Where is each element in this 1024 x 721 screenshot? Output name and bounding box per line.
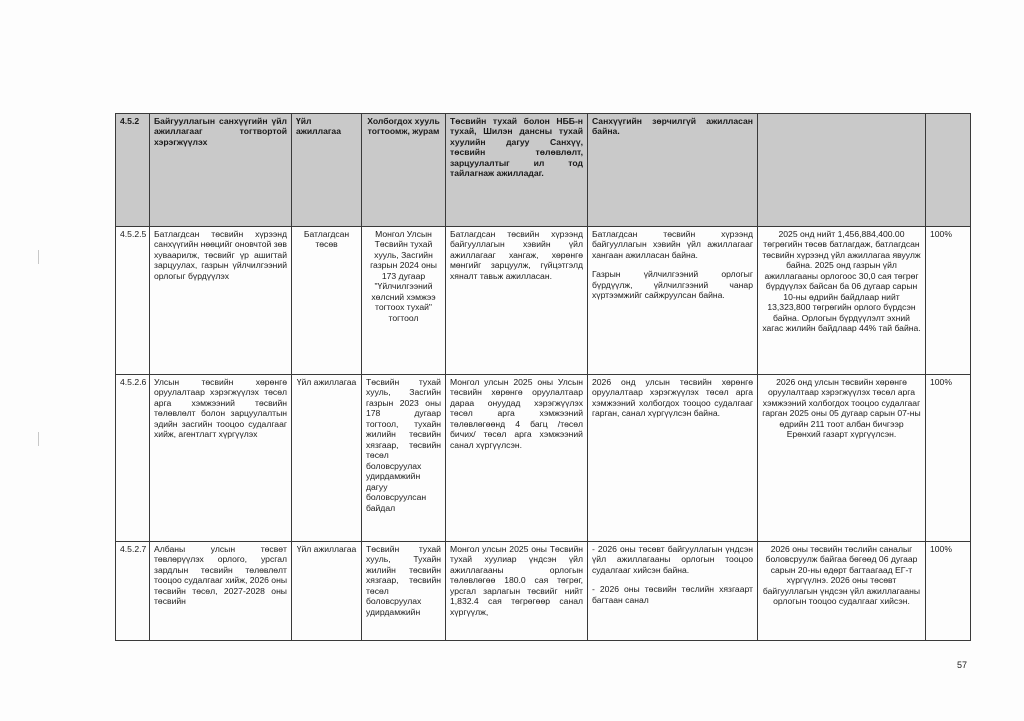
plan-table xyxy=(115,113,971,641)
cell-result: Санхүүгийн зөрчилгүй ажилласан байна. xyxy=(588,114,758,227)
cell-number: 4.5.2.7 xyxy=(116,542,150,641)
cell-activity: Улсын төсвийн хөрөнгө оруулалтаар хэрэгжүүлэх төсөл арга хэмжээний төсвийн төлөвлөлт болон зарцуулалтын эдийн засгийн тооцоо судалгааг хийж, агентлагт хүргүүлэх xyxy=(150,375,292,542)
cell-activity: Албаны улсын төсвөт төвлөрүүлэх орлого, урсгал зардлын төсвийн төлөвлөлт тооцоо судалгааг хийж, 2026 оны төсвийн төсөл, 2027-2028 оны төсвийн xyxy=(150,542,292,641)
cell-report: 2026 онд улсын төсвийн хөрөнгө оруулалтаар хэрэгжүүлэх төсөл арга хэмжээний холбогдох тооцоо судалгааг гарган 2025 оны 05 дугаар сарын 07-ны өдрийн 211 тоот албан бичгээр Ерөнхий газарт хүргүүлсэн. xyxy=(758,375,926,542)
cell-report: 2025 онд нийт 1,456,884,400.00 төгрөгийн төсөв батлагдаж, батлагдсан төсвийн хүрээнд үйл ажиллагаа явуулж байна. 2025 онд газрын үйл ажиллагааны орлогоос 30,0 сая төгрөг бүрдүүлэх байсан ба 06 дугаар сарын 10-ны өдрийн байдлаар нийт 13,323,800 төгрөгийн орлого бүрдсэн байна. Орлогын бүрдүүлэлт эхний хагас жилийн байдлаар 44% тай байна. xyxy=(758,227,926,375)
cell-number: 4.5.2.5 xyxy=(116,227,150,375)
cell-responsible: Үйл ажиллагаа xyxy=(292,114,362,227)
cell-activity: Байгууллагын санхүүгийн үйл ажиллагааг тогтвортой хэрэгжүүлэх xyxy=(150,114,292,227)
cell-measure: Монгол улсын 2025 оны Төсвийн тухай хуулиар үндсэн үйл ажиллагааны орлогын төлөвлөгөө 180.0 сая төгрөг, урсгал зарлагын төсвийг нийт 1,832.4 сая төгрөгөөр санал хүргүүлж, xyxy=(446,542,588,641)
cell-law: Төсвийн тухай хууль, Тухайн жилийн төсвийн хязгаар, төсвийн төсөл боловсруулах удирдамжийн xyxy=(362,542,446,641)
scan-margin-mark xyxy=(38,432,39,446)
cell-result xyxy=(588,227,758,375)
result-paragraph: Газрын үйлчилгээний орлогыг бүрдүүлж, үйлчилгээний чанар хүртээмжийг сайжруулсан байна. xyxy=(592,269,753,301)
cell-law: Монгол Улсын Төсвийн тухай хууль, Засгийн газрын 2024 оны 173 дугаар "Үйлчилгээний хөлсний хэмжээ тогтоох тухай" тогтоол xyxy=(362,227,446,375)
cell-number: 4.5.2.6 xyxy=(116,375,150,542)
cell-activity: Батлагдсан төсвийн хүрээнд санхүүгийн нөөцийг оновчтой зөв хуваарилж, төсвийг үр ашигтай зарцуулах, газрын үйлчилгээний орлогыг бүрдүүлэх xyxy=(150,227,292,375)
cell-result: 2026 онд улсын төсвийн хөрөнгө оруулалтаар хэрэгжүүлэх төсөл арга хэмжээний холбогдох тооцоо судалгааг гарган, санал хүргүүлсэн байна. xyxy=(588,375,758,542)
scan-margin-mark xyxy=(38,250,39,264)
table-row xyxy=(116,227,971,375)
table-header-row xyxy=(116,114,971,227)
cell-responsible: Үйл ажиллагаа xyxy=(292,375,362,542)
cell-percent xyxy=(926,114,971,227)
cell-measure: Батлагдсан төсвийн хүрээнд байгууллагын хэвийн үйл ажиллагааг хангаж, хөрөнгө мөнгийг зарцуулж, гүйцэтгэлд хяналт тавьж ажилласан. xyxy=(446,227,588,375)
cell-measure: Төсвийн тухай болон НББ-н тухай, Шилэн дансны тухай хуулийн дагуу Санхүү, төсвийн төлөвлөлт, зарцуулалтыг ил тод тайлагнаж ажилладаг. xyxy=(446,114,588,227)
cell-law: Холбогдох хууль тогтоомж, журам xyxy=(362,114,446,227)
result-paragraph: - 2026 оны төсвийн төслийн хязгаарт багтаан санал xyxy=(592,584,753,605)
result-paragraph: - 2026 оны төсөвт байгууллагын үндсэн үйл ажиллагааны орлогын тооцоо судалгааг хийсэн байна. xyxy=(592,544,753,575)
cell-percent: 100% xyxy=(926,542,971,641)
table-row xyxy=(116,542,971,641)
cell-number: 4.5.2 xyxy=(116,114,150,227)
cell-percent: 100% xyxy=(926,227,971,375)
cell-report xyxy=(758,114,926,227)
cell-law: Төсвийн тухай хууль, Засгийн газрын 2023 оны 178 дугаар тогтоол, тухайн жилийн төсвийн хязгаар, төсвийн төсөл боловсруулах удирдамжийн дагуу боловсруулсан байдал xyxy=(362,375,446,542)
cell-measure: Монгол улсын 2025 оны Улсын төсвийн хөрөнгө оруулалтаар дараа онуудад хэрэгжүүлэх төсөл арга хэмжээний төлөвлөгөөнд 4 багц /төсөл бичих/ төсөл арга хэмжээний санал хүргүүлсэн. xyxy=(446,375,588,542)
result-paragraph: Батлагдсан төсвийн хүрээнд байгууллагын хэвийн үйл ажиллагааг хангаан ажилласан байна. xyxy=(592,229,753,260)
cell-responsible: Батлагдсан төсөв xyxy=(292,227,362,375)
cell-responsible: Үйл ажиллагаа xyxy=(292,542,362,641)
cell-result xyxy=(588,542,758,641)
page-number: 57 xyxy=(957,660,968,670)
table-row xyxy=(116,375,971,542)
cell-percent: 100% xyxy=(926,375,971,542)
cell-report: 2026 оны төсвийн төслийн саналыг боловсруулж байгаа бөгөөд 06 дугаар сарын 20-ны өдөрт багтаагаад ЕГ-т хүргүүлнэ. 2026 оны төсөвт байгууллагын үндсэн үйл ажиллагааны орлогын тооцоо судалгааг хийсэн. xyxy=(758,542,926,641)
